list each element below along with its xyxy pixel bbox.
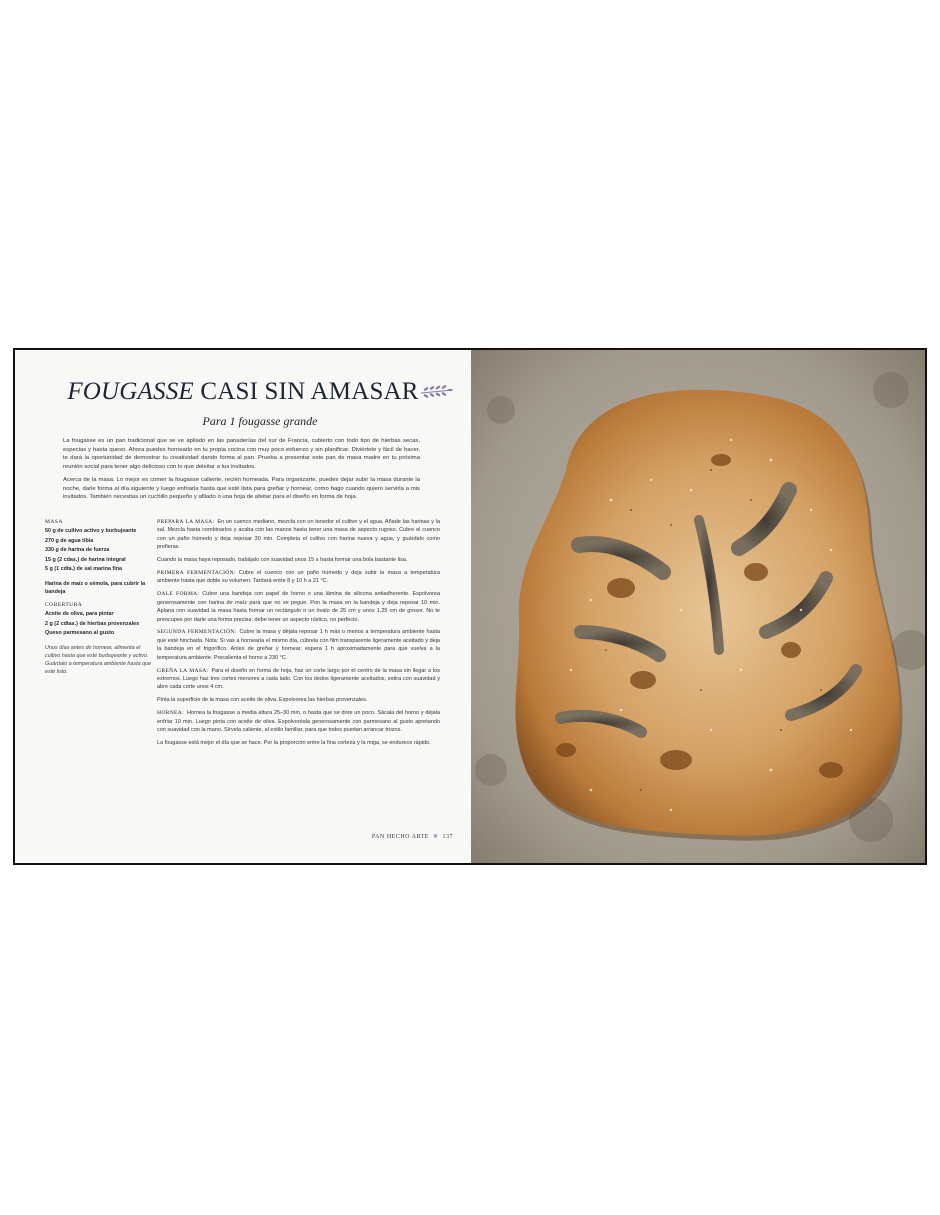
step-label: SEGUNDA FERMENTACIÓN: (157, 629, 237, 636)
intro-paragraph-1: La fougasse es un pan tradicional que se ve apilado en las panaderías del sur de Francia, cubierto con todo tipo de hierbas secas, especias y hasta queso. Ahora puedes hornearlo en tu propia cocina con muy poco esfuerzo y sin planificar. Diviértete y fácil de hacer, te dará la oportunidad de demostrar tu creatividad dando forma al pan. Prueba a presentar este pan de masa madre en tu próxima reunión social para tener algo delicioso con lo que deleitar a tus invitados. (63, 438, 420, 470)
page-footer (372, 833, 453, 840)
method-steps (157, 518, 440, 752)
masa-heading: MASA (45, 519, 63, 525)
ingredient-item: 5 g (1 cdta.) de sal marina fina (45, 566, 122, 573)
step-text: Cuando la masa haya reposado, trabájalo con suavidad unos 15 s hasta formar una bola bastante lisa. (157, 557, 408, 564)
footer-ornament: ❦ (432, 834, 439, 840)
book-spread (13, 348, 927, 865)
ingredient-item: 2 g (2 cdtas.) de hierbas provenzales (45, 620, 140, 627)
step-text: La fougasse está mejor el día que se hace. Por la proporción entre la fina corteza y la miga, se endurece rápido. (157, 739, 431, 746)
ingredient-item: 270 g de agua tibia (45, 537, 94, 544)
method-step (157, 696, 440, 704)
recipe-yield: Para 1 fougasse grande (202, 414, 318, 428)
page-number: 137 (442, 834, 453, 840)
cobertura-heading: COBERTURA (45, 601, 83, 608)
ingredient-item: 15 g (2 cdas.) de harina integral (45, 556, 126, 563)
lavender-sprig-icon (420, 384, 454, 400)
step-text: Para el diseño en forma de hoja, haz un corte largo por el centro de la masa sin llegar a los extremos. Luego haz tres cortes menores a cada lado. Con los dedos ligeramente aceitados, estira con suavidad y abre cada corte unos 4 cm. (157, 667, 440, 691)
ingredient-item: Harina de maíz o sémola, para cubrir la bandeja (45, 580, 146, 595)
step-text: En un cuenco mediano, mezcla con un tenedor el cultivo y el agua. Añade las harinas y la sal. Mezcla hasta combinarlos y acaba con las manos hasta tener una masa de aspecto rugoso. Cubre el cuenco con un paño húmedo y deja reposar 30 min. Completa el cultivo con harina nueva y agua, y guárdalo como prefieras. (157, 519, 441, 551)
recipe-page (15, 350, 471, 863)
step-text: Hornea la fougasse a media altura 25–30 min, o hasta que se dore un poco. Sácala del horno y déjala enfriar 10 min. Luego pinta con aceite de oliva. Espolvoréala generosamente con parmesano al gusto apretando con suavidad con la mano. Sírvela caliente, al estilo familiar, para que todos puedan arrancar trozos. (157, 710, 440, 734)
ingredient-item: 50 g de cultivo activo y burbujeante (45, 528, 137, 534)
method-step (157, 518, 440, 552)
intro-paragraph-2: Acerca de la masa: Lo mejor es comer la fougasse caliente, recién horneada. Para organizarte, puedes dejar subir la masa durante la noche, darle forma al día siguiente y luego enfriarla hasta que esté lista para greñar y hornear, como hago cuando quiero servirla a mis invitados. También necesitas un cuchillo pequeño y afilado o una hoja de afeitar para el diseño en forma de hoja. (63, 477, 420, 501)
method-step (157, 667, 440, 692)
ingredient-item: Aceite de oliva, para pintar (45, 610, 114, 617)
title-rest: CASI SIN AMASAR (200, 378, 419, 405)
step-text: Pinta la superficie de la masa con aceite de oliva. Espolvorea las hierbas provenzales. (157, 697, 368, 704)
recipe-title (15, 378, 471, 406)
ingredient-item: Queso parmesano al gusto (45, 630, 115, 637)
step-text: Cubre una bandeja con papel de horno o una lámina de silicona antiadherente. Espolvorea generosamente con harina de maíz para que no se pegue. Pon la masa en la bandeja y deja reposar 10 min. Aplana con suavidad la masa hasta formar un rectángulo o un óvalo de 25 cm y unos 1,25 cm de grosor. No te preocupes por darle una forma precisa: debe tener un aspecto rústico, no perfecto. (157, 591, 441, 623)
fougasse-photo (471, 350, 925, 863)
title-italic: FOUGASSE (67, 378, 194, 405)
step-text: Cubre el cuenco con un paño húmedo y deja subir la masa a temperatura ambiente hasta que doble su volumen. Tardará entre 8 y 10 h a 21 °C. (157, 570, 440, 585)
method-step (157, 590, 440, 624)
step-label: DALE FORMA: (157, 591, 200, 598)
method-step (157, 628, 440, 662)
step-label: HORNEA: (157, 710, 184, 717)
method-step (157, 569, 440, 586)
ingredients-column (45, 518, 157, 676)
step-text: Cubre la masa y déjala reposar 1 h más o menos a temperatura ambiente hasta que esté hinchada. Nota: Si vas a hornearla el mismo día, cúbrela con film transparente ligeramente aceitado y deja la bandeja en el frigorífico. Antes de greñar y hornear, espera 1 h aproximadamente para que vuelva a la temperatura ambiente. Precalienta el horno a 230 °C. (157, 629, 440, 661)
step-label: GREÑA LA MASA: (157, 667, 209, 674)
method-step (157, 709, 440, 734)
step-label: PREPARA LA MASA: (157, 519, 215, 525)
step-label: PRIMERA FERMENTACIÓN: (157, 570, 236, 577)
ingredient-item: 330 g de harina de fuerza (45, 547, 110, 554)
ingredients-note: Unos días antes de hornear, alimenta el cultivo hasta que esté burbujeante y activo. Guárdalo a temperatura ambiente hasta que esté listo. (45, 644, 152, 675)
method-step (157, 556, 440, 564)
method-step (157, 739, 440, 747)
book-title: PAN HECHO ARTE (371, 834, 429, 840)
bread-illustration (471, 350, 925, 863)
